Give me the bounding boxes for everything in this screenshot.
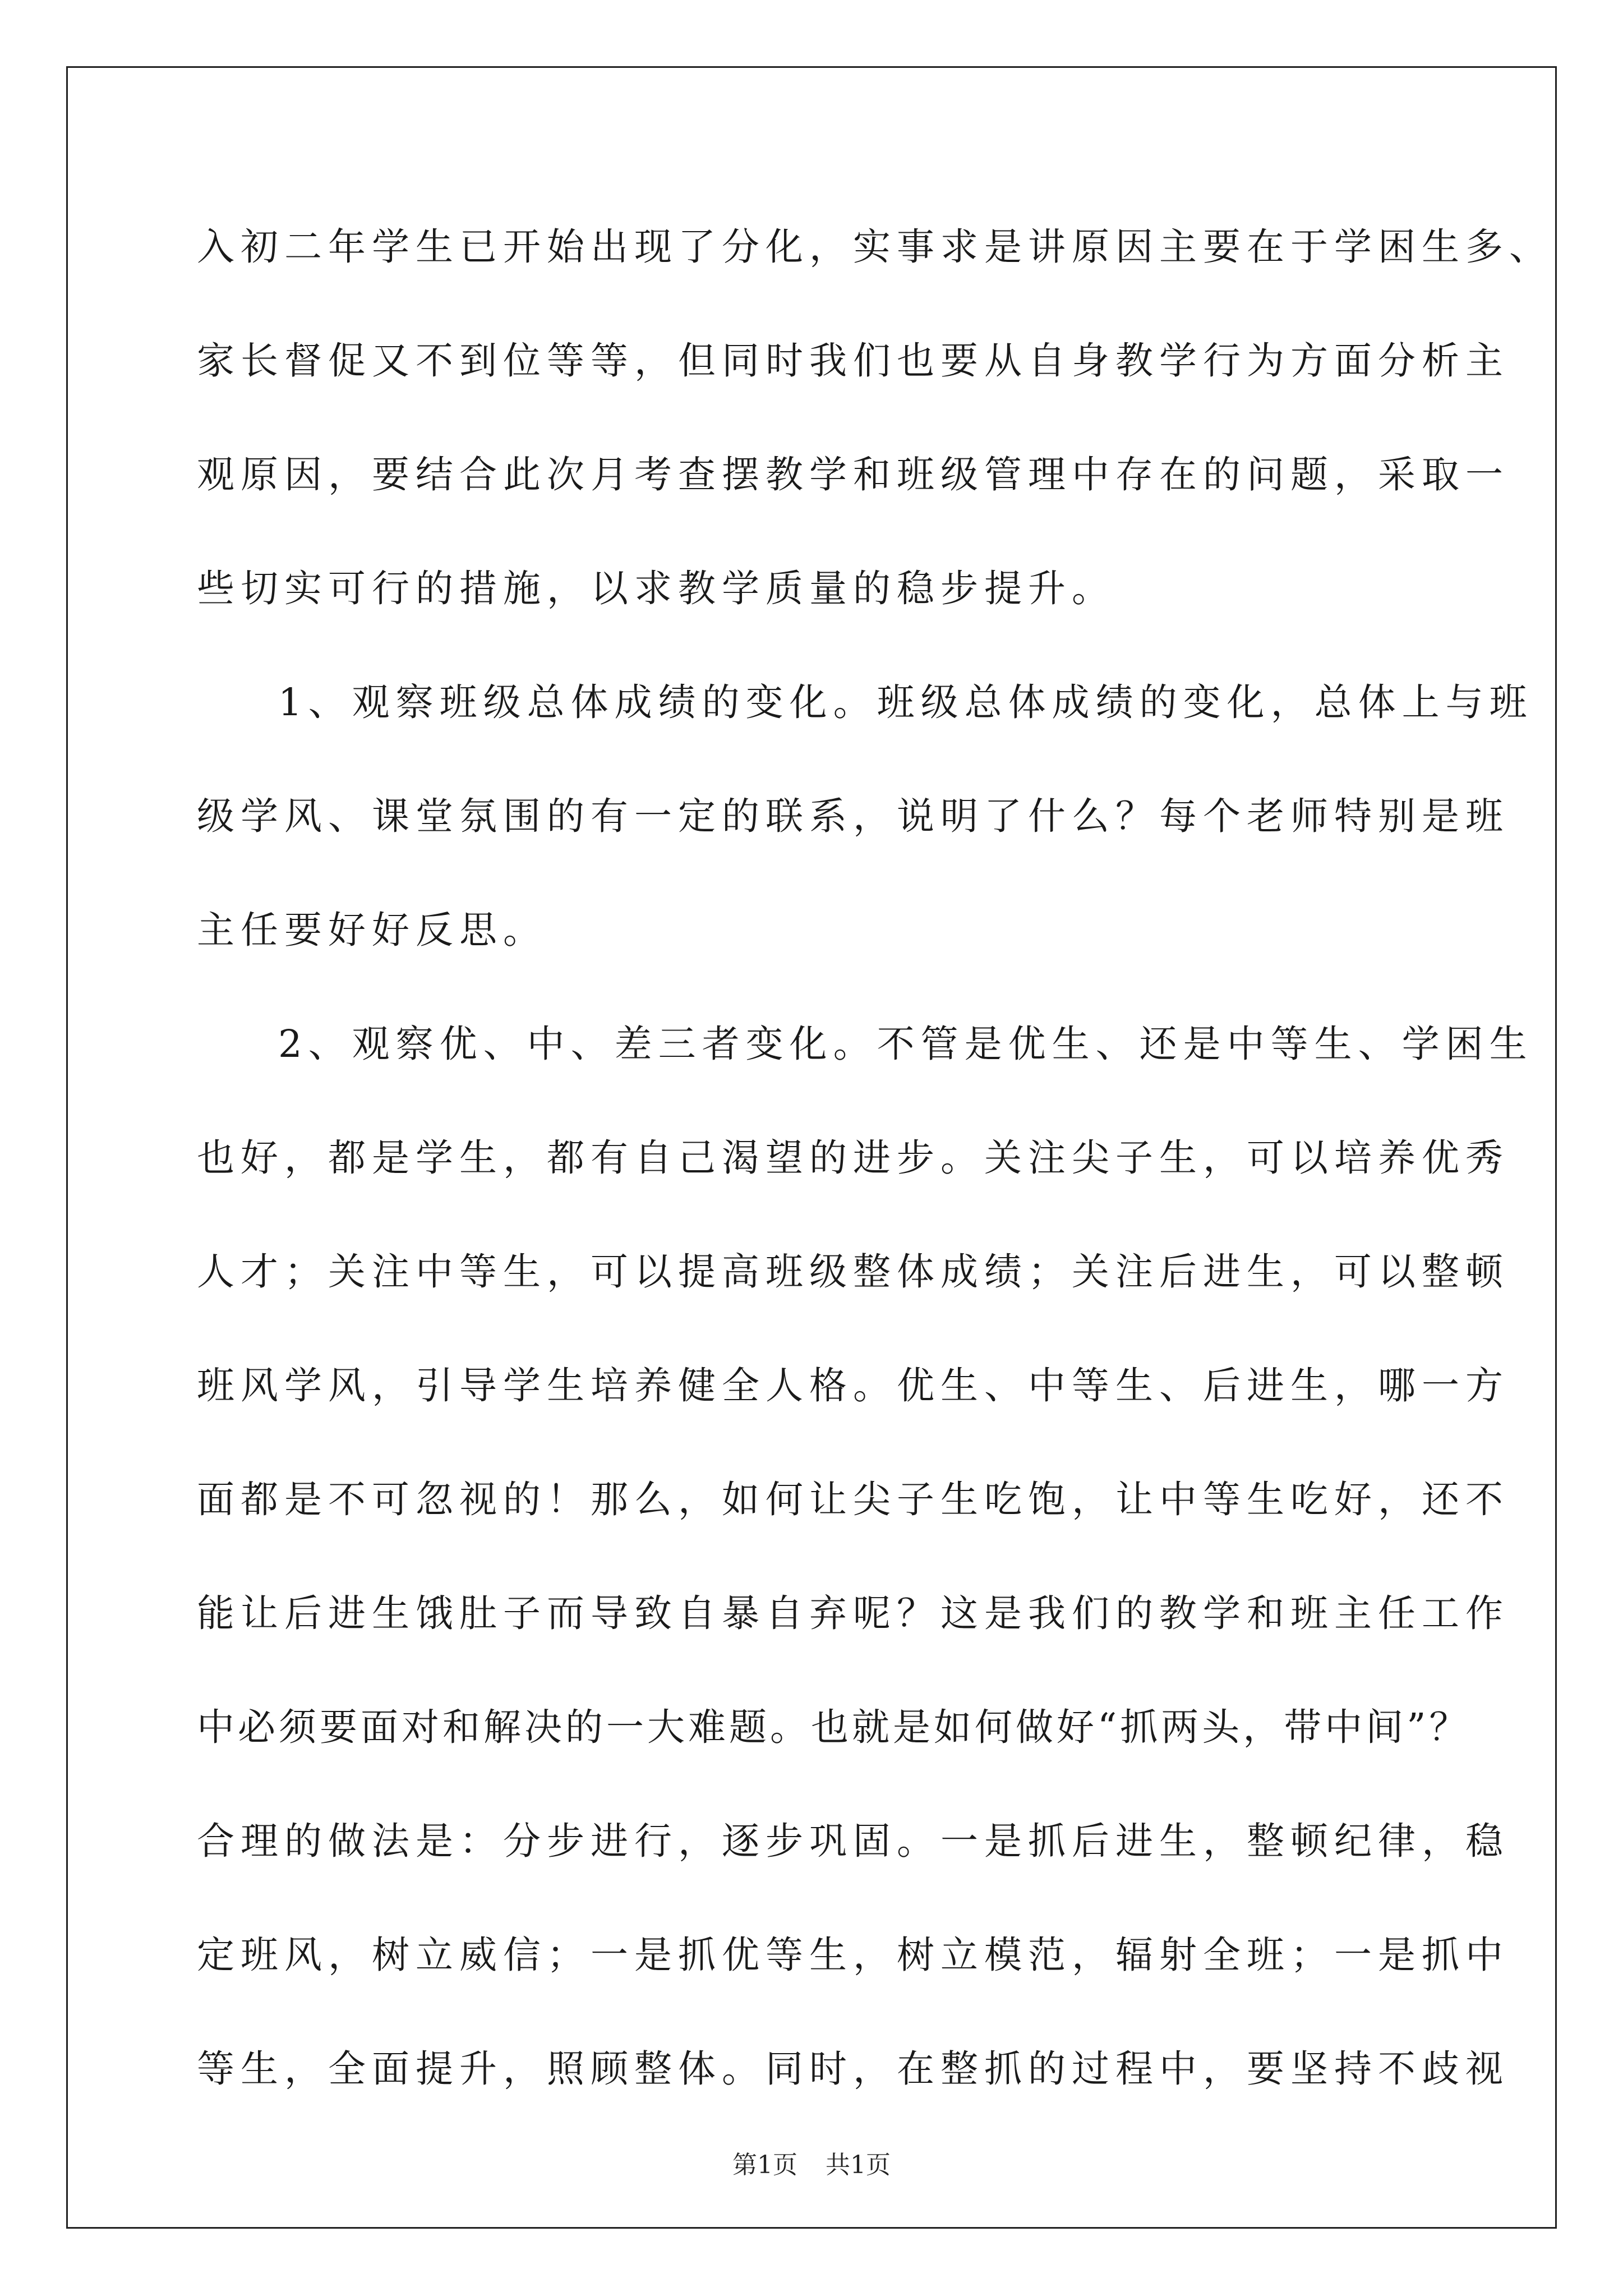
page-footer [0, 2148, 1623, 2182]
text-line: 人才；关注中等生，可以提高班级整体成绩；关注后进生，可以整顿 [197, 1250, 1509, 1294]
text-line: 定班风，树立威信；一是抓优等生，树立模范，辐射全班；一是抓中 [197, 1933, 1509, 1977]
text-line: 主任要好好反思。 [197, 908, 547, 952]
text-line: 观原因，要结合此次月考查摆教学和班级管理中存在的问题，采取一 [197, 453, 1509, 496]
paragraph-2-first-line: 2、观察优、中、差三者变化。不管是优生、还是中等生、学困生 [278, 1022, 1533, 1066]
text-line: 些切实可行的措施，以求教学质量的稳步提升。 [197, 567, 1115, 610]
text-line: 班风学风，引导学生培养健全人格。优生、中等生、后进生，哪一方 [197, 1364, 1509, 1407]
text-line: 级学风、课堂氛围的有一定的联系，说明了什么？每个老师特别是班 [197, 794, 1509, 838]
text-line: 中必须要面对和解决的一大难题。也就是如何做好“抓两头，带中间”？ [197, 1705, 1470, 1749]
text-line: 也好，都是学生，都有自己渴望的进步。关注尖子生，可以培养优秀 [197, 1136, 1509, 1180]
text-line: 面都是不可忽视的！那么，如何让尖子生吃饱，让中等生吃好，还不 [197, 1478, 1509, 1521]
paragraph-1-first-line: 1、观察班级总体成绩的变化。班级总体成绩的变化，总体上与班 [278, 680, 1533, 724]
text-line: 等生，全面提升，照顾整体。同时，在整抓的过程中，要坚持不歧视 [197, 2047, 1509, 2091]
text-line: 合理的做法是：分步进行，逐步巩固。一是抓后进生，整顿纪律，稳 [197, 1819, 1509, 1863]
page-total: 共1页 [826, 2151, 891, 2179]
text-line: 能让后进生饿肚子而导致自暴自弃呢？这是我们的教学和班主任工作 [197, 1591, 1509, 1635]
text-line: 家长督促又不到位等等，但同时我们也要从自身教学行为方面分析主 [197, 339, 1509, 383]
text-line: 入初二年学生已开始出现了分化，实事求是讲原因主要在于学困生多、 [197, 225, 1553, 269]
page-number: 第1页 [732, 2151, 797, 2179]
